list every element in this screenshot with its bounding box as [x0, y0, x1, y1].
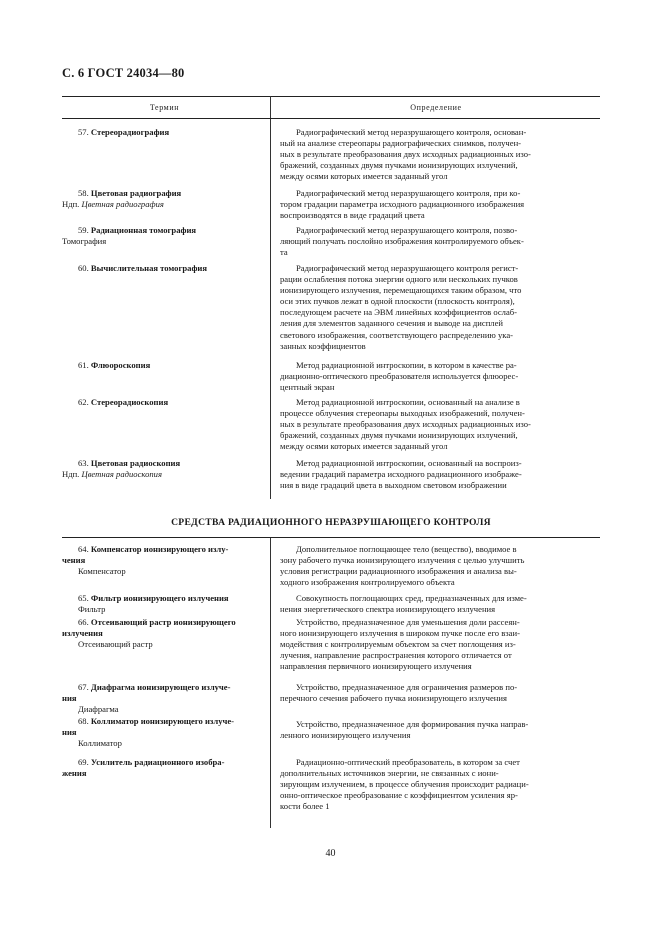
synonym-term: Коллиматор	[78, 738, 122, 749]
synonym-term: Компенсатор	[78, 566, 126, 577]
column-header-definition: Определение	[410, 103, 462, 112]
term-name: Стереорадиография	[90, 127, 170, 137]
definition-66: Устройство, предназначенное для уменьшения доли рассеян- ного ионизирующего излучения в широком пучке после его взаи- модействия с контролируемым объектом за счет поглощения из- лучения, направление распространения которого отличается от направления первичного ионизирующего излучения	[280, 617, 520, 672]
term-entry-65: 65. Фильтр ионизирующего излучения Фильтр	[62, 593, 267, 615]
definition-69: Радиационно-оптический преобразователь, в котором за счет дополнительных источников энергии, не связанных с иони- зирующим излучением, в процессе облучения происходит радиаци- онно-оптическое преобразование с коэффициентом усиления яр- кости более 1	[280, 757, 529, 812]
term-entry-58: 58. Цветовая радиография Ндп. Цветная радиография	[62, 188, 267, 210]
definition-68: Устройство, предназначенное для формирования пучка направ- ленного ионизирующего излучения	[280, 719, 529, 741]
table-top-rule	[62, 96, 600, 97]
synonym-term: Фильтр	[78, 604, 106, 615]
definition-65: Совокупность поглощающих сред, предназначенных для изме- нения энергетического спектра ионизирующего излучения	[280, 593, 527, 615]
definition-67: Устройство, предназначенное для ограничения размеров по- перечного сечения рабочего пучка ионизирующего излучения	[280, 682, 518, 704]
column-header-divider	[270, 96, 271, 118]
definition-60: Радиографический метод неразрушающего контроля регист- рации ослабления потока энергии одного или нескольких пучков ионизирующего излучения, перемещающихся таким образом, что оси этих пучков лежат в одной плоскости (плоскость контроля), последующем расчете на ЭВМ линейных коэффициентов ослаб- ления для элементов заданного сечения и выводе на дисплей светового изображения, соответствующего распределению ука- занных коэффициентов	[280, 263, 522, 351]
term-name: Фильтр ионизирующего излучения	[90, 593, 229, 603]
section-rule	[62, 537, 600, 538]
synonym-term: Диафрагма	[78, 704, 119, 715]
column-header-terms: Термин	[149, 103, 180, 112]
term-name: Отсеивающий растр ионизирующего	[90, 617, 236, 627]
definition-57: Радиографический метод неразрушающего контроля, основан- ный на анализе стереопары радиографических снимков, получен- ных в результате преобразования двух исходных радиационных изо- бражений, созданных двумя пучками ионизирующих излучений, между осями которых имеется заданный угол	[280, 127, 531, 182]
section-title: СРЕДСТВА РАДИАЦИОННОГО НЕРАЗРУШАЮЩЕГО КОНТРОЛЯ	[171, 517, 491, 528]
column-divider-top	[270, 119, 271, 499]
definition-58: Радиографический метод неразрушающего контроля, при ко- тором градации параметра исходного радиационного изображения воспроизводятся в виде градаций цвета	[280, 188, 525, 221]
term-entry-60: 60. Вычислительная томография	[78, 263, 207, 273]
term-name: Диафрагма ионизирующего излуче-	[90, 682, 231, 692]
page-header: С. 6 ГОСТ 24034—80	[62, 66, 185, 80]
term-name: Стереорадиоскопия	[90, 397, 169, 407]
term-entry-57: 57. Стереорадиография	[78, 127, 170, 137]
definition-63: Метод радиационной интроскопии, основанный на воспроиз- ведении градаций параметра исходного радиационного изображе- ния в виде градаций цвета в выходном световом изображении	[280, 458, 522, 491]
synonym-term: Томография	[62, 236, 107, 247]
term-entry-67: 67. Диафрагма ионизирующего излуче- ния Диафрагма	[62, 682, 267, 715]
term-name: Флюороскопия	[90, 360, 151, 370]
term-entry-62: 62. Стереорадиоскопия	[78, 397, 169, 407]
column-divider-bottom	[270, 538, 271, 828]
definition-62: Метод радиационной интроскопии, основанный на анализе в процессе облучения стереопары выходных изображений, получен- ных в результате преобразования двух исходных радиационных изо- бражений, созданных двумя пучками ионизирующих излучений, между осями которых имеется заданный угол	[280, 397, 531, 452]
definition-59: Радиографический метод неразрушающего контроля, позво- ляющий получать послойно изображения контролируемого объек- та	[280, 225, 524, 258]
table-header-rule	[62, 118, 600, 119]
term-name: Усилитель радиационного изобра-	[90, 757, 225, 767]
term-entry-66: 66. Отсеивающий растр ионизирующего излучения Отсеивающий растр	[62, 617, 267, 650]
term-entry-64: 64. Компенсатор ионизирующего излу- чения Компенсатор	[62, 544, 267, 577]
page-number: 40	[325, 848, 336, 859]
term-entry-59: 59. Радиационная томография Томография	[62, 225, 267, 247]
term-name: Коллиматор ионизирующего излуче-	[90, 716, 235, 726]
term-entry-61: 61. Флюороскопия	[78, 360, 151, 370]
term-name: Вычислительная томография	[90, 263, 207, 273]
term-entry-63: 63. Цветовая радиоскопия Ндп. Цветная радиоскопия	[62, 458, 267, 480]
term-name: Цветовая радиоскопия	[90, 458, 181, 468]
term-entry-69: 69. Усилитель радиационного изобра- жения	[62, 757, 225, 779]
term-entry-68: 68. Коллиматор ионизирующего излуче- ния Коллиматор	[62, 716, 267, 749]
term-name: Компенсатор ионизирующего излу-	[90, 544, 229, 554]
synonym-term: Отсеивающий растр	[78, 639, 153, 650]
term-name: Цветовая радиография	[90, 188, 182, 198]
deprecated-term: Ндп. Цветная радиография	[62, 199, 164, 210]
term-name: Радиационная томография	[90, 225, 197, 235]
definition-64: Дополнительное поглощающее тело (вещество), вводимое в зону рабочего пучка ионизирующего излучения с целью улучшить условия регистрации радиационного изображения и анализа вы- ходного изображения контролируемого объекта	[280, 544, 525, 588]
definition-61: Метод радиационной интроскопии, в котором в качестве ра- диационно-оптического преобразователя используется флюорес- центный экран	[280, 360, 519, 393]
deprecated-term: Ндп. Цветная радиоскопия	[62, 469, 162, 480]
